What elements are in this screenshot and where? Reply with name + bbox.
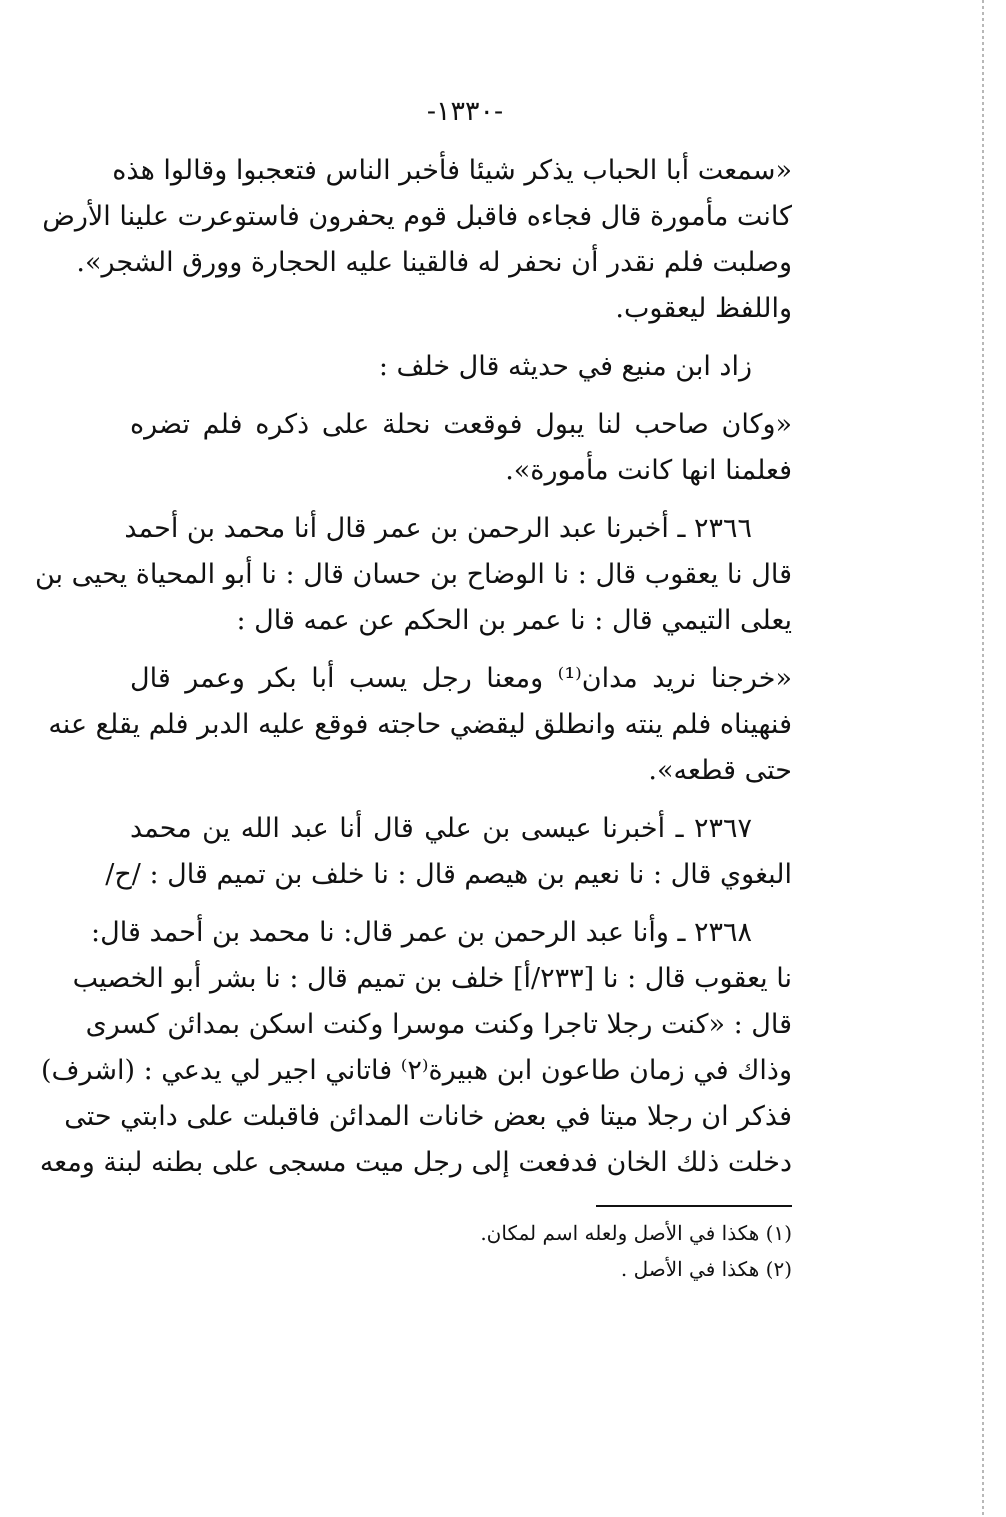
text-line: حتى قطعه».: [648, 755, 792, 786]
text-line: البغوي قال : نا نعيم بن هيصم قال : نا خلف بن تميم قال : /ح/: [105, 859, 792, 890]
text-line: «وكان صاحب لنا يبول فوقعت نحلة على ذكره فلم تضره: [130, 409, 792, 440]
text-line: زاد ابن منيع في حديثه قال خلف :: [378, 351, 752, 382]
text-line: كانت مأمورة قال فجاءه فاقبل قوم يحفرون فاستوعرت علينا الأرض: [42, 201, 792, 232]
footnote: (٢) هكذا في الأصل .: [620, 1257, 792, 1281]
text-line: فعلمنا انها كانت مأمورة».: [505, 455, 792, 486]
text-line: فذكر ان رجلا ميتا في بعض خانات المدائن فاقبلت على دابتي حتى: [64, 1101, 792, 1132]
page-edge: [982, 0, 984, 1517]
text-line: ٢٣٦٧ ـ أخبرنا عيسى بن علي قال أنا عبد الله ين محمد: [130, 813, 752, 844]
text-line: نا يعقوب قال : نا [٢٣٣/أ] خلف بن تميم قال : نا بشر أبو الخصيب: [72, 963, 792, 994]
text-line: وصلبت فلم نقدر أن نحفر له فالقينا عليه الحجارة وورق الشجر».: [76, 247, 792, 278]
text-line: فنهيناه فلم ينته وانطلق ليقضي حاجته فوقع عليه الدبر فلم يقلع عنه: [48, 709, 792, 740]
footnotes: [420, 1215, 792, 1287]
text-line: ٢٣٦٦ ـ أخبرنا عبد الرحمن بن عمر قال أنا محمد بن أحمد: [124, 513, 752, 544]
text-line: يعلى التيمي قال : نا عمر بن الحكم عن عمه قال :: [236, 605, 792, 636]
text-line: وذاك في زمان طاعون ابن هبيرة⁽٢⁾ فاتاني اجير لي يدعي : (اشرف): [40, 1055, 792, 1086]
text-line: ٢٣٦٨ ـ وأنا عبد الرحمن بن عمر قال: نا محمد بن أحمد قال:: [91, 917, 752, 948]
text-line: «سمعت أبا الحباب يذكر شيئا فأخبر الناس فتعجبوا وقالوا هذه: [112, 155, 792, 186]
page-number: -١٣٣٠-: [426, 96, 504, 127]
footnote: (١) هكذا في الأصل ولعله اسم لمكان.: [480, 1221, 792, 1245]
text-line: واللفظ ليعقوب.: [615, 293, 792, 324]
body-text: [34, 148, 793, 1186]
text-line: قال : «كنت رجلا تاجرا وكنت موسرا وكنت اسكن بمدائن كسرى: [85, 1009, 792, 1040]
text-line: «خرجنا نريد مدان⁽¹⁾ ومعنا رجل يسب أبا بكر وعمر قال: [130, 663, 793, 694]
footnote-divider: [596, 1205, 792, 1207]
text-line: دخلت ذلك الخان فدفعت إلى رجل ميت مسجى على بطنه لبنة ومعه: [39, 1147, 792, 1178]
text-line: قال نا يعقوب قال : نا الوضاح بن حسان قال : نا أبو المحياة يحيى بن: [34, 559, 792, 590]
